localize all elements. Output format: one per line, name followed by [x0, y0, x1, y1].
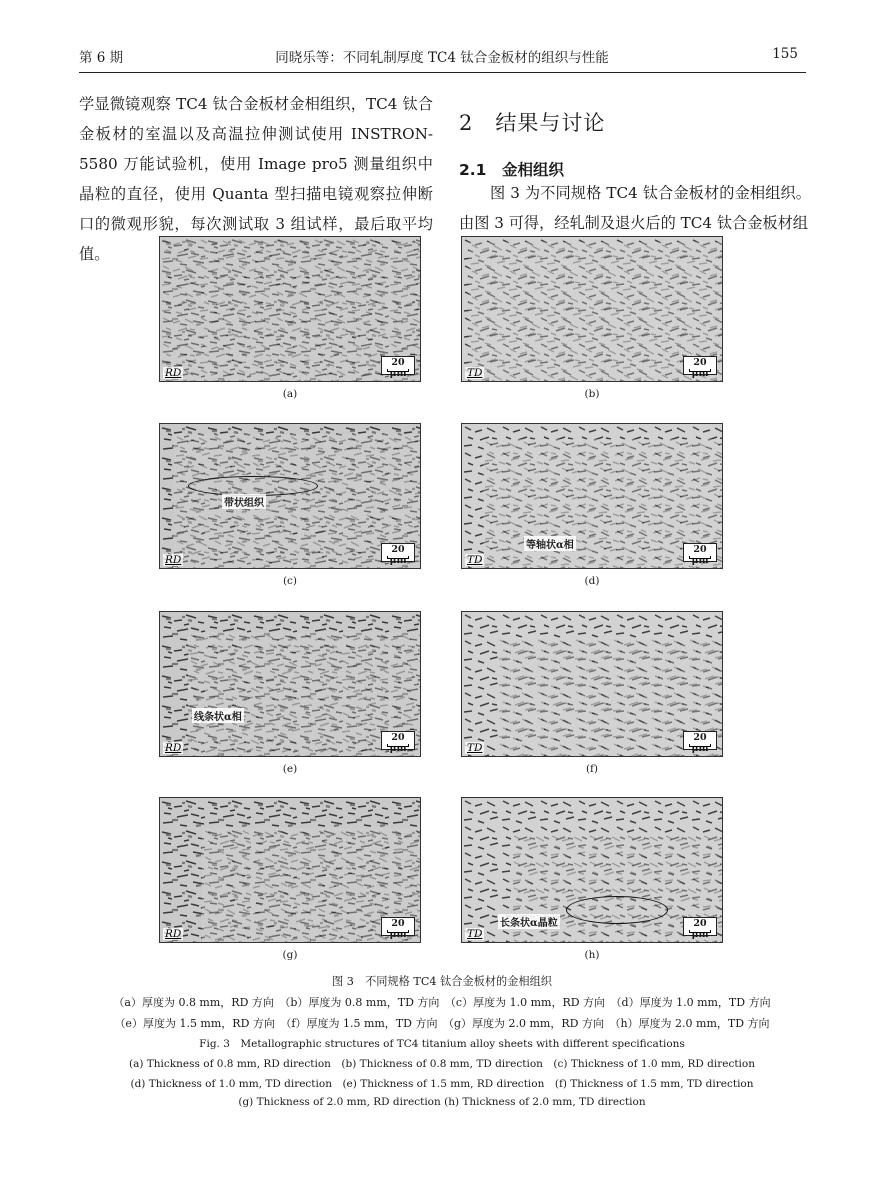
section-heading: 2 结果与讨论 — [459, 111, 606, 135]
figure-caption-en-row: (d) Thickness of 1.0 mm, TD direction (e) Thickness of 1.5 mm, RD direction (f) Thickness of 1.5 mm, TD direction — [130, 1078, 754, 1090]
scale-bar-label: 20 μm — [389, 918, 407, 940]
micrograph-panel — [159, 236, 421, 382]
scale-bar-label: 20 μm — [691, 544, 709, 566]
annotation-label: 带状组织 — [222, 494, 266, 509]
figure-caption-en-row: (a) Thickness of 0.8 mm, RD direction (b) Thickness of 0.8 mm, TD direction (c) Thickness of 1.0 mm, RD direction — [129, 1058, 755, 1070]
figure-caption-cn-row: （e）厚度为 1.5 mm，RD 方向 （f）厚度为 1.5 mm，TD 方向 （g）厚度为 2.0 mm，RD 方向 （h）厚度为 2.0 mm，TD 方向 — [114, 1017, 770, 1030]
scale-bar-line — [387, 556, 409, 559]
highlight-ellipse — [188, 476, 318, 496]
panel-label: (h) — [584, 949, 600, 961]
panel-label: (d) — [584, 575, 600, 587]
direction-label: TD — [467, 367, 483, 379]
left-paragraph: 学显微镜观察 TC4 钛合金板材金相组织，TC4 钛合金板材的室温以及高温拉伸测试使用 INSTRON-5580 万能试验机，使用 Image pro5 测量组织中晶粒的直径，使用 Quanta 型扫描电镜观察拉伸断口的微观形貌，每次测试取 3 组试样，最后取平均值。 — [79, 95, 433, 263]
scale-bar — [381, 917, 415, 940]
micrograph-panel — [461, 236, 723, 382]
scale-bar — [683, 543, 717, 566]
direction-label: RD — [165, 367, 182, 379]
panel-label: (a) — [282, 388, 298, 400]
right-paragraph: 图 3 为不同规格 TC4 钛合金板材的金相组织。由图 3 可得，经轧制及退火后的 TC4 钛合金板材组 — [459, 184, 811, 232]
scale-bar — [683, 731, 717, 754]
scale-bar-label: 20 μm — [691, 918, 709, 940]
direction-label: TD — [467, 554, 483, 566]
micrograph-panel — [461, 423, 723, 569]
page-number: 155 — [772, 46, 798, 62]
micrograph-panel — [159, 423, 421, 569]
scale-bar — [683, 356, 717, 379]
micrograph-panel — [461, 611, 723, 757]
scale-bar-line — [689, 556, 711, 559]
annotation-label: 线条状α相 — [192, 708, 244, 723]
direction-label: TD — [467, 928, 483, 940]
scale-bar-line — [689, 369, 711, 372]
scale-bar-line — [387, 930, 409, 933]
scale-bar — [683, 917, 717, 940]
subsection-heading: 2.1 金相组织 — [459, 161, 564, 179]
panel-label: (g) — [282, 949, 298, 961]
annotation-label: 等轴状α相 — [524, 536, 576, 551]
scale-bar-label: 20 μm — [691, 357, 709, 379]
scale-bar-line — [387, 744, 409, 747]
journal-issue: 第 6 期 — [79, 50, 124, 66]
micrograph-panel — [159, 797, 421, 943]
header-rule — [79, 72, 806, 73]
panel-label: (b) — [584, 388, 600, 400]
figure-caption-cn-row: （a）厚度为 0.8 mm，RD 方向 （b）厚度为 0.8 mm，TD 方向 （c）厚度为 1.0 mm，RD 方向 （d）厚度为 1.0 mm，TD 方向 — [113, 996, 771, 1009]
scale-bar-line — [689, 930, 711, 933]
running-title: 同晓乐等：不同轧制厚度 TC4 钛合金板材的组织与性能 — [275, 50, 609, 66]
scale-bar — [381, 543, 415, 566]
scale-bar-label: 20 μm — [389, 544, 407, 566]
scale-bar — [381, 731, 415, 754]
figure-caption-en-row: (g) Thickness of 2.0 mm, RD direction (h) Thickness of 2.0 mm, TD direction — [238, 1096, 646, 1108]
panel-label: (c) — [282, 575, 298, 587]
scale-bar-label: 20 μm — [389, 357, 407, 379]
scale-bar — [381, 356, 415, 379]
annotation-label: 长条状α晶粒 — [498, 914, 560, 929]
figure-caption-en: Fig. 3 Metallographic structures of TC4 titanium alloy sheets with different specifications — [199, 1038, 685, 1050]
scale-bar-line — [387, 369, 409, 372]
micrograph-panel — [159, 611, 421, 757]
scale-bar-label: 20 μm — [389, 732, 407, 754]
micrograph-panel — [461, 797, 723, 943]
direction-label: RD — [165, 554, 182, 566]
scale-bar-line — [689, 744, 711, 747]
scale-bar-label: 20 μm — [691, 732, 709, 754]
highlight-ellipse — [566, 896, 668, 924]
direction-label: RD — [165, 928, 182, 940]
figure-caption-cn: 图 3 不同规格 TC4 钛合金板材的金相组织 — [332, 975, 552, 988]
direction-label: RD — [165, 742, 182, 754]
panel-label: (f) — [585, 763, 599, 775]
panel-label: (e) — [282, 763, 298, 775]
direction-label: TD — [467, 742, 483, 754]
